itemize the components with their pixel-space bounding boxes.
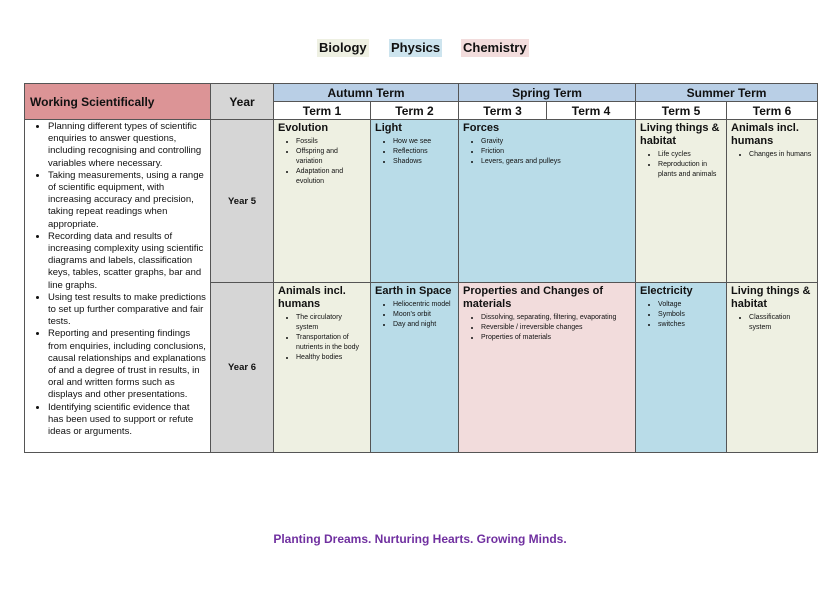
term-5-header: Term 5 <box>636 102 727 120</box>
y5-light-cell <box>371 120 459 283</box>
year-header: Year <box>211 84 274 120</box>
topic-title: Earth in Space <box>375 285 452 297</box>
y5-evolution-cell <box>274 120 371 283</box>
topic-item: • Friction <box>481 147 631 157</box>
topic-item: • Levers, gears and pulleys <box>481 157 631 167</box>
y5-animals-cell <box>727 120 818 283</box>
term-3-header: Term 3 <box>459 102 547 120</box>
topic-item: • The circulatory system <box>296 313 366 333</box>
spring-term-header: Spring Term <box>459 84 636 102</box>
topic-item: • Transportation of nutrients in the body <box>296 333 366 353</box>
y6-electricity-cell <box>636 283 727 453</box>
working-scientifically-list <box>25 120 211 453</box>
summer-term-header: Summer Term <box>636 84 818 102</box>
topic-item: • Reversible / irreversible changes <box>481 323 631 333</box>
y6-materials-cell <box>459 283 636 453</box>
topic-item: • Adaptation and evolution <box>296 167 366 187</box>
topic-item: • Day and night <box>393 320 454 330</box>
topic-item: • Symbols <box>658 310 722 320</box>
topic-item: • Reflections <box>393 147 454 157</box>
topic-item: • Reproduction in plants and animals <box>658 160 722 180</box>
y5-living-things-cell <box>636 120 727 283</box>
topic-item: • Changes in humans <box>749 150 813 160</box>
topic-title: Light <box>375 122 402 134</box>
year-5-label: Year 5 <box>211 120 274 283</box>
ws-item: • Recording data and results of increasing complexity using scientific diagrams and labels, classification keys, tables, scatter graphs, bar and line graphs. <box>48 231 206 292</box>
term-6-header: Term 6 <box>727 102 818 120</box>
subject-legend <box>0 39 840 59</box>
topic-item: • Healthy bodies <box>296 353 366 363</box>
legend-chemistry: Chemistry <box>463 40 527 55</box>
term-2-header: Term 2 <box>371 102 459 120</box>
topic-title: Evolution <box>278 122 329 134</box>
topic-item: • Properties of materials <box>481 333 631 343</box>
working-scientifically-header: Working Scientifically <box>25 84 211 120</box>
topic-item: • Shadows <box>393 157 454 167</box>
term-1-header: Term 1 <box>274 102 371 120</box>
y6-earth-in-space-cell <box>371 283 459 453</box>
topic-title: Living things & habitat <box>731 285 811 310</box>
topic-title: Properties and Changes of materials <box>463 285 603 310</box>
topic-title: Forces <box>463 122 500 134</box>
topic-item: • Gravity <box>481 137 631 147</box>
topic-title: Animals incl. humans <box>278 285 346 310</box>
topic-item: • Offspring and variation <box>296 147 366 167</box>
curriculum-table <box>24 83 818 453</box>
ws-item: • Identifying scientific evidence that has been used to support or refute ideas or arguments. <box>48 402 206 439</box>
ws-item: • Taking measurements, using a range of scientific equipment, with increasing accuracy and precision, taking repeat readings when appropriate. <box>48 170 206 231</box>
topic-item: • Classification system <box>749 313 813 333</box>
topic-item: • switches <box>658 320 722 330</box>
topic-item: • Moon's orbit <box>393 310 454 320</box>
ws-item: • Planning different types of scientific enquiries to answer questions, including recognising and controlling variables where necessary. <box>48 121 206 170</box>
school-motto: Planting Dreams. Nurturing Hearts. Growing Minds. <box>273 532 567 546</box>
topic-item: • Fossils <box>296 137 366 147</box>
topic-item: • Heliocentric model <box>393 300 454 310</box>
topic-title: Living things & habitat <box>640 122 720 147</box>
topic-item: • Life cycles <box>658 150 722 160</box>
legend-physics: Physics <box>391 40 441 55</box>
topic-title: Animals incl. humans <box>731 122 799 147</box>
ws-item: • Reporting and presenting findings from enquiries, including conclusions, causal relationships and explanations of and a degree of trust in results, in oral and written forms such as displays and other presentations. <box>48 328 206 401</box>
topic-item: • How we see <box>393 137 454 147</box>
y6-animals-cell <box>274 283 371 453</box>
y5-forces-cell <box>459 120 636 283</box>
term-4-header: Term 4 <box>547 102 636 120</box>
y6-living-things-cell <box>727 283 818 453</box>
topic-title: Electricity <box>640 285 693 297</box>
topic-item: • Voltage <box>658 300 722 310</box>
year-6-label: Year 6 <box>211 283 274 453</box>
autumn-term-header: Autumn Term <box>274 84 459 102</box>
ws-item: • Using test results to make predictions to set up further comparative and fair tests. <box>48 292 206 329</box>
legend-biology: Biology <box>319 40 367 55</box>
topic-item: • Dissolving, separating, filtering, evaporating <box>481 313 631 323</box>
